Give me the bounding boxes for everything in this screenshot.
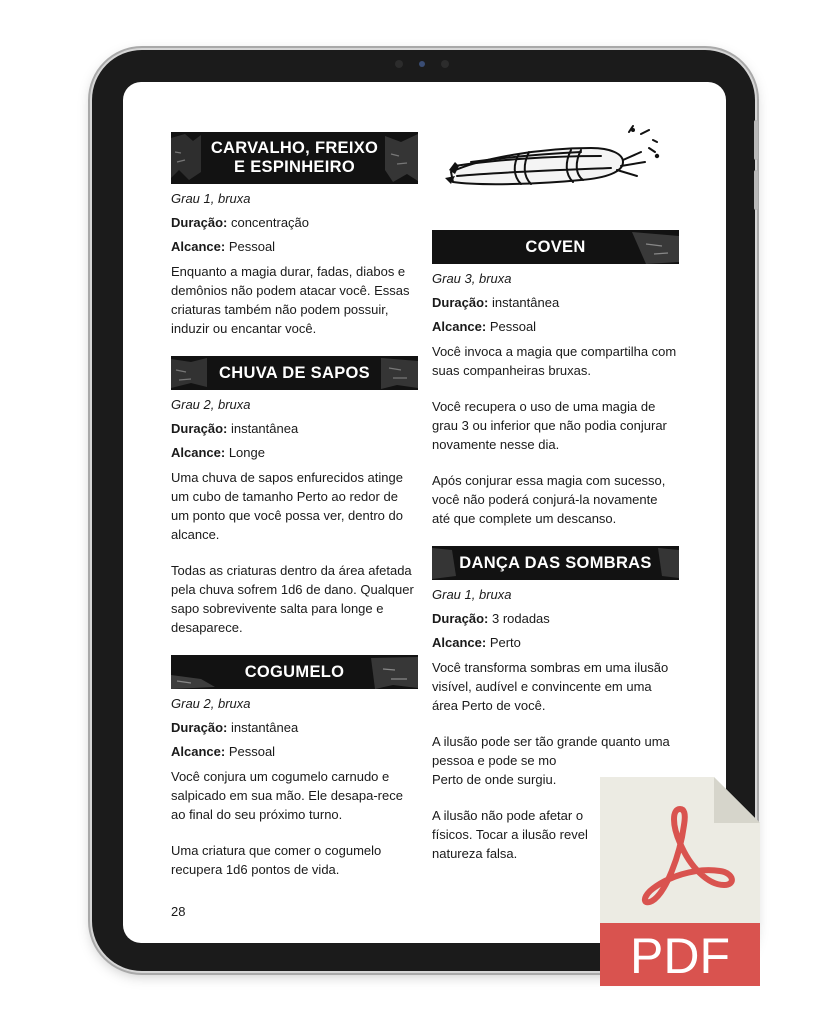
spell-title-banner bbox=[171, 356, 418, 390]
spell-description: Você transforma sombras em uma ilusão visível, audível e convincente em uma área Perto de você. bbox=[432, 660, 669, 713]
duration-label: Duração: bbox=[171, 421, 228, 436]
spell-title: COGUMELO bbox=[244, 662, 345, 681]
range-value: Pessoal bbox=[486, 319, 537, 334]
range-label: Alcance: bbox=[432, 319, 487, 334]
sensor-icon bbox=[441, 60, 449, 68]
spell-range bbox=[171, 445, 418, 460]
camera-bar bbox=[357, 58, 487, 70]
spell-block bbox=[171, 132, 418, 338]
spell-title-banner bbox=[171, 655, 418, 689]
spell-description: Você invoca a magia que compartilha com suas companheiras bruxas. bbox=[432, 344, 677, 378]
duration-value: instantânea bbox=[227, 421, 299, 436]
spell-grade: Grau 1, bruxa bbox=[171, 191, 251, 206]
spell-range bbox=[432, 635, 679, 650]
spell-grade: Grau 2, bruxa bbox=[171, 397, 251, 412]
spell-description: físicos. Tocar a ilusão revel bbox=[432, 827, 588, 842]
page-number: 28 bbox=[171, 904, 186, 919]
duration-label: Duração: bbox=[432, 295, 489, 310]
duration-value: 3 rodadas bbox=[488, 611, 550, 626]
spell-block bbox=[432, 230, 679, 528]
spell-block bbox=[171, 655, 418, 879]
camera-icon bbox=[419, 61, 425, 67]
range-value: Longe bbox=[225, 445, 265, 460]
duration-value: instantânea bbox=[488, 295, 560, 310]
range-value: Perto bbox=[486, 635, 521, 650]
spell-description: Você conjura um cogumelo carnudo e salpicado em sua mão. Ele desapa-rece ao final do seu próximo turno. bbox=[171, 769, 403, 822]
duration-label: Duração: bbox=[432, 611, 489, 626]
spell-title-banner bbox=[171, 132, 418, 184]
sensor-icon bbox=[395, 60, 403, 68]
range-label: Alcance: bbox=[171, 239, 226, 254]
spell-duration bbox=[432, 611, 679, 626]
spell-range bbox=[171, 239, 418, 254]
spell-block bbox=[171, 356, 418, 637]
spell-description: Uma chuva de sapos enfurecidos atinge um cubo de tamanho Perto ao redor de um ponto que você possa ver, dentro do alcance. bbox=[171, 470, 403, 542]
spell-grade: Grau 1, bruxa bbox=[432, 587, 512, 602]
spell-title-banner bbox=[432, 230, 679, 264]
herb-bundle-icon bbox=[441, 122, 666, 192]
spell-range bbox=[171, 744, 418, 759]
spell-description: Você recupera o uso de uma magia de grau 3 ou inferior que não podia conjurar novamente nesse dia. bbox=[432, 399, 667, 452]
duration-label: Duração: bbox=[171, 720, 228, 735]
left-column bbox=[171, 132, 418, 879]
spell-duration bbox=[432, 295, 679, 310]
spell-range bbox=[432, 319, 679, 334]
spell-description: A ilusão não pode afetar o bbox=[432, 808, 584, 823]
spell-description: Após conjurar essa magia com sucesso, você não poderá conjurá-la novamente até que complete um descanso. bbox=[432, 473, 666, 526]
spell-title: CHUVA DE SAPOS bbox=[219, 363, 370, 382]
spell-duration bbox=[171, 720, 418, 735]
spell-duration bbox=[171, 215, 418, 230]
spell-title: DANÇA DAS SOMBRAS bbox=[459, 553, 652, 572]
volume-button bbox=[754, 120, 758, 160]
spell-description: Perto de onde surgiu. bbox=[432, 772, 557, 787]
spell-grade: Grau 3, bruxa bbox=[432, 271, 512, 286]
spell-title-banner bbox=[432, 546, 679, 580]
range-label: Alcance: bbox=[432, 635, 487, 650]
spell-title: CARVALHO, FREIXO E ESPINHEIRO bbox=[210, 139, 379, 176]
pdf-label: PDF bbox=[630, 928, 730, 984]
range-label: Alcance: bbox=[171, 445, 226, 460]
right-column bbox=[432, 230, 679, 863]
spell-description: Enquanto a magia durar, fadas, diabos e demônios não podem atacar você. Essas criaturas também não podem possuir, induzir ou encantar você. bbox=[171, 264, 410, 336]
spell-description: natureza falsa. bbox=[432, 846, 518, 861]
duration-value: instantânea bbox=[227, 720, 299, 735]
spell-description: Todas as criaturas dentro da área afetada pela chuva sofrem 1d6 de dano. Qualquer sapo sobrevivente salta para longe e desaparece. bbox=[171, 563, 414, 635]
spell-title: COVEN bbox=[525, 237, 586, 256]
duration-value: concentração bbox=[227, 215, 310, 230]
spell-grade: Grau 2, bruxa bbox=[171, 696, 251, 711]
range-label: Alcance: bbox=[171, 744, 226, 759]
spell-duration bbox=[171, 421, 418, 436]
pdf-file-icon bbox=[596, 773, 764, 990]
spell-description: A ilusão pode ser tão grande quanto uma pessoa e pode se mo bbox=[432, 734, 670, 768]
volume-button bbox=[754, 170, 758, 210]
range-value: Pessoal bbox=[225, 744, 276, 759]
range-value: Pessoal bbox=[225, 239, 276, 254]
spell-description: Uma criatura que comer o cogumelo recupera 1d6 pontos de vida. bbox=[171, 843, 382, 877]
duration-label: Duração: bbox=[171, 215, 228, 230]
